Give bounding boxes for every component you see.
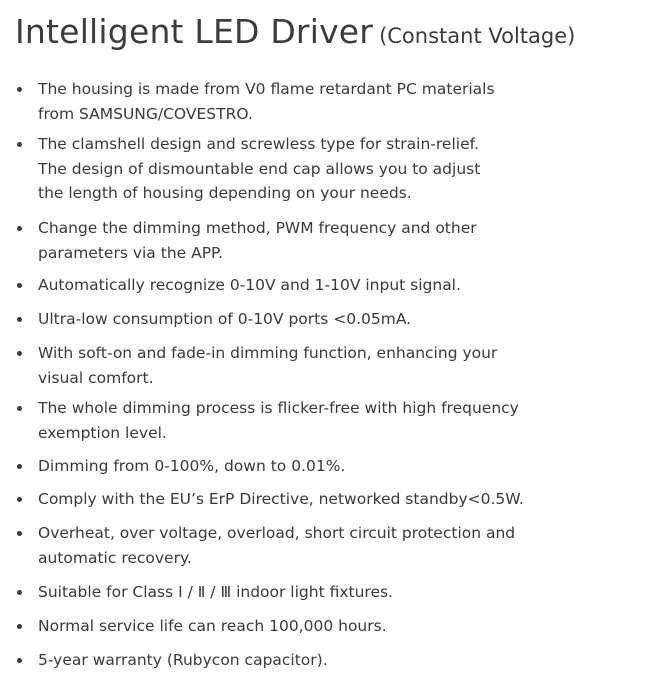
bullet-icon — [17, 351, 22, 356]
feature-text-line: The housing is made from V0 flame retardant PC materials — [38, 80, 495, 98]
feature-item — [38, 132, 558, 206]
bullet-icon — [17, 531, 22, 536]
feature-text-line: The design of dismountable end cap allows you to adjust — [38, 159, 481, 178]
bullet-icon — [17, 658, 22, 663]
feature-text-line: Ultra-low consumption of 0-10V ports <0.05mA. — [38, 310, 412, 328]
feature-text-line: With soft-on and fade-in dimming function, enhancing your — [38, 344, 498, 362]
bullet-icon — [17, 497, 22, 502]
feature-item — [38, 77, 558, 126]
feature-item — [38, 521, 558, 570]
feature-item — [38, 396, 558, 445]
feature-text-line: visual comfort. — [38, 368, 154, 387]
feature-text-line: 5-year warranty (Rubycon capacitor). — [38, 651, 328, 669]
feature-item — [38, 454, 558, 479]
feature-text-line: from SAMSUNG/COVESTRO. — [38, 104, 253, 123]
bullet-icon — [17, 590, 22, 595]
feature-item — [38, 487, 558, 512]
feature-text-line: automatic recovery. — [38, 548, 192, 567]
feature-item — [38, 216, 558, 265]
feature-text-line: Overheat, over voltage, overload, short circuit protection and — [38, 524, 516, 542]
feature-item — [38, 307, 558, 332]
feature-item — [38, 273, 558, 298]
feature-text-line: Comply with the EU’s ErP Directive, networked standby<0.5W. — [38, 490, 524, 508]
bullet-icon — [17, 624, 22, 629]
feature-item — [38, 580, 558, 605]
title-subtitle: (Constant Voltage) — [379, 24, 576, 48]
bullet-icon — [17, 283, 22, 288]
feature-text-line: exemption level. — [38, 423, 167, 442]
feature-text-line: The clamshell design and screwless type for strain-relief. — [38, 135, 479, 153]
title-main: Intelligent LED Driver — [15, 12, 374, 51]
bullet-icon — [17, 87, 22, 92]
bullet-icon — [17, 142, 22, 147]
feature-item — [38, 341, 558, 390]
page-title — [15, 12, 575, 51]
feature-text-line: Dimming from 0-100%, down to 0.01%. — [38, 457, 346, 475]
bullet-icon — [17, 464, 22, 469]
feature-text-line: Suitable for Class Ⅰ / Ⅱ / Ⅲ indoor light fixtures. — [38, 583, 393, 601]
feature-text-line: the length of housing depending on your needs. — [38, 184, 412, 202]
feature-text-line: The whole dimming process is flicker-free with high frequency — [38, 399, 519, 417]
feature-text-line: parameters via the APP. — [38, 243, 223, 262]
bullet-icon — [17, 406, 22, 411]
bullet-icon — [17, 226, 22, 231]
feature-item — [38, 614, 558, 639]
feature-text-line: Normal service life can reach 100,000 hours. — [38, 617, 387, 635]
feature-text-line: Change the dimming method, PWM frequency and other — [38, 219, 477, 237]
bullet-icon — [17, 317, 22, 322]
feature-text-line: Automatically recognize 0-10V and 1-10V input signal. — [38, 276, 461, 294]
feature-item — [38, 648, 558, 673]
